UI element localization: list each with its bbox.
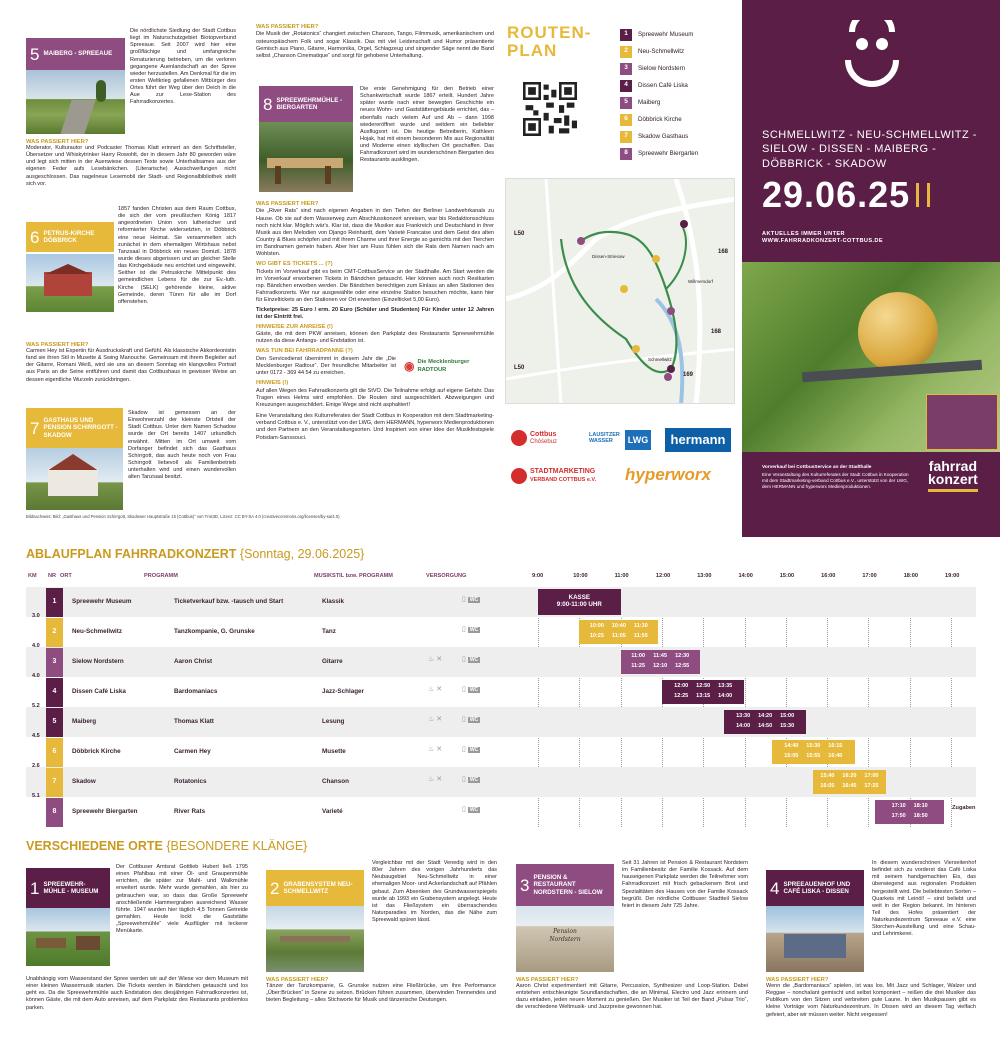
text-hinweis: Auf allen Wegen des Fahrradkonzerts gilt die StVO. Die Teilnahme erfolgt auf eigene Gefahr. Das Tragen eines Helms wird empfohlen. Die Routen sind ausgeschildert. Abzweigungen und Kreuzungen ausgeschildert. Einige Wege sind nicht asphaltiert!	[256, 387, 494, 408]
slot-start: 16:15	[828, 743, 843, 749]
legend-number: 5	[620, 97, 632, 109]
row-stil: Chanson	[322, 778, 349, 785]
smiley-logo-icon	[842, 20, 902, 90]
radtour-name: Die Mecklenburger RADTOUR	[417, 359, 470, 373]
wc-icon	[462, 716, 480, 725]
bottom-station-1-text: Der Cottbuser Amtsrat Gottlieb Hubert ließ 1795 einen Pfahlbau mit einer Öl- und Graupenmühle errichten, die später zur Mahl- und Walkmühle erweitert wurde. Mehr wurde gemahlen, als hier zu gebrauchen war, so dass das Große Spreewehr anschließende Hammergraben ausreichend Wasser führte. 1947 wurden hier täglich 4,5 Tonnen Getreide gemahlen. Heute lockt die Gaststätte „Spreewehrmühle“ viele Ausflügler mit leckerer Menükarte.	[116, 864, 248, 935]
wc-icon	[462, 686, 480, 695]
sponsor-hermann: hermann	[665, 428, 731, 452]
slot-end: 14:50	[758, 723, 773, 730]
legend-item	[620, 94, 735, 111]
time-tick: 14:00	[738, 573, 753, 579]
schedule-row	[26, 707, 976, 737]
slot-end: 13:15	[696, 693, 711, 700]
sponsor-lwg: LWG	[625, 430, 651, 450]
schedule-row	[26, 617, 976, 647]
slot-start: 12:50	[696, 683, 711, 689]
bottle-icon: ▯	[462, 806, 466, 813]
row-prog: Tanzkompanie, G. Grunske	[174, 628, 255, 635]
station-name: GASTHAUS UND PENSION SCHIRRGOTT - SKADOW	[43, 417, 118, 439]
bottom-station-4-label	[766, 870, 864, 906]
row-ort: Döbbrick Kirche	[72, 748, 121, 755]
bottom-station-2-what: Tänzer der Tanzkompanie, G. Grunske nutzen eine Fließbrücke, um ihre Performance „Über:Brücken“ in Szene zu setzen. Brücken führen zusammen, überwinden Trennendes und bieten Begleitung – alles Stichworte für Musik und tänzerische Deutungen.	[266, 983, 496, 1004]
km-value: 5.1	[32, 793, 40, 799]
row-ort: Spreewehr Biergarten	[72, 808, 138, 815]
wc-icon	[462, 626, 480, 635]
bottle-icon: ▯	[462, 656, 466, 663]
slot-start: 11:45	[653, 653, 668, 659]
station-5-label	[26, 38, 125, 70]
slot-start: 15:00	[780, 713, 795, 719]
slot-start: 10:00	[589, 623, 604, 629]
header-km: KM	[28, 573, 37, 579]
time-slot-bar	[579, 620, 658, 644]
legend-label: Spreewehr Museum	[638, 30, 694, 38]
food-icon: ♨ ✕	[428, 776, 443, 783]
station-6-label	[26, 222, 114, 252]
bottom-title	[26, 838, 307, 854]
presale-heading: Vorverkauf bei CottbusService an der Stadthalle	[762, 465, 872, 470]
time-slot-bar	[621, 650, 700, 674]
route-title-line2: PLAN	[507, 40, 558, 60]
schedule-row	[26, 587, 976, 617]
station-7-label	[26, 408, 123, 448]
slot-start: 10:40	[611, 623, 626, 629]
bike-icon: ◉	[404, 358, 415, 373]
legend-number: 8	[620, 148, 632, 160]
km-value: 4.0	[32, 673, 40, 679]
bottom-station-3-label	[516, 864, 614, 906]
sponsor-name: STADTMARKETING	[530, 468, 596, 476]
station-name: PETRUS-KIRCHE DÖBBRICK	[43, 229, 95, 244]
museum-photo	[26, 908, 110, 966]
toilet-icon: WC	[469, 657, 479, 663]
bottle-icon: ▯	[462, 716, 466, 723]
km-value: 4.5	[32, 733, 40, 739]
brand-line1: fahrrad	[928, 458, 978, 474]
legend-number: 2	[620, 46, 632, 58]
row-ort: Maiberg	[72, 718, 97, 725]
text-2: Die „River Rats“ sind nach eigenen Angaben in den Tiefen der Berliner Landwehrkanals zu Hause. Ob sie auf dem Wasserweg zum Abschlusskonzert anreisen, war bis Redaktionsschluss noch nicht klar. Möglich wär's. Klar ist, dass die Musiker aus Frankreich und Deutschland in ihrer Musik aus den Melodien von Django Reinhardt, dem Varieté Francaise und dem Geist des alten Country & Blues schöpfen und mit ihrem Charme und ihrer Energie so garnichts mit den Tierchen im Bandnamen gemein haben. Aber hier am Fluss fühlen sich die Rats dem Namen nach am Wohlsten.	[256, 208, 494, 258]
time-tick: 18:00	[903, 573, 918, 579]
legend-label: Neu-Schmellwitz	[638, 47, 685, 55]
station-name: GRABENSYSTEM NEU-SCHMELLWITZ	[283, 880, 353, 895]
slot-end: 12:55	[675, 663, 690, 670]
event-date	[762, 172, 930, 218]
road-label: 168	[711, 329, 722, 335]
legend-item	[620, 26, 735, 43]
heading-1: WAS PASSIERT HIER?	[256, 24, 319, 30]
header-programm: PROGRAMM	[144, 573, 178, 579]
row-prog: Thomas Klatt	[174, 718, 214, 725]
slot-end: 17:25	[864, 783, 879, 790]
slot-start: 13:35	[718, 683, 733, 689]
row-stil: Jazz-Schlager	[322, 688, 364, 695]
route-title	[507, 24, 591, 60]
radtour-logo	[404, 356, 484, 377]
brand-logo	[928, 460, 978, 492]
brand-line2: konzert	[928, 471, 978, 488]
legend-label: Sielow Nordstern	[638, 64, 686, 72]
schedule-title-text: ABLAUFPLAN FAHRRADKONZERT	[26, 547, 237, 561]
heading-tickets: WO GIBT ES TICKETS ... (?)	[256, 261, 333, 268]
row-number: 8	[46, 798, 63, 827]
slot-start: 17:10	[891, 803, 906, 809]
row-number: 6	[46, 738, 63, 767]
row-stil: Musette	[322, 748, 346, 755]
sponsor-name: Cottbus	[530, 431, 557, 438]
slot-start: 11:00	[631, 653, 646, 659]
legend-item	[620, 128, 735, 145]
sponsor-stadtmarketing	[511, 468, 596, 484]
heading-2: WAS PASSIERT HIER?	[256, 201, 319, 207]
website-link[interactable]: WWW.FAHRRADKONZERT-COTTBUS.DE	[762, 238, 883, 244]
bicycle-bell-photo	[742, 262, 1000, 452]
text-veranstaltung: Eine Veranstaltung des Kulturreferates der Stadt Cottbus in Kooperation mit dem Stadtmarketing-verband Cottbus e. V., unterstützt von der LWG, dem HERMANN, hyperworx Medienproduktionen und den Partnern an den Veranstaltungsorten. Und Inspiriert von einer Idee der Musikfestspiele Potsdam-Sanssouci.	[256, 413, 494, 441]
maiberg-photo	[26, 70, 125, 134]
wc-icon	[462, 776, 480, 785]
map-marker-5	[577, 237, 585, 245]
slot-end: 17:50	[891, 813, 906, 820]
toilet-icon: WC	[469, 597, 479, 603]
route-column	[505, 20, 737, 520]
bottom-station-4-text: In diesem wunderschönen Vierseitenhof befindet sich zu vorderst das Café Liska mit seinem handgemachten Eis, das überwiegend aus regionalen Produkten hergestellt wird. Die beliebtesten Sorten – Quarkeis mit Leinöl! – sind beliebt und weit in der Region bekannt. Im hinteren Teil des Hofes präsentiert der Naturkundezentrum Spreeaue e.V. eine Storchen-Ausstellung und eine Schau- und Lehrimkerei.	[872, 860, 976, 938]
slot-end: 14:00	[736, 723, 751, 730]
row-number: 5	[46, 708, 63, 737]
row-stil: Varieté	[322, 808, 343, 815]
legend-number: 3	[620, 63, 632, 75]
row-stil: Lesung	[322, 718, 345, 725]
wc-icon	[462, 596, 480, 605]
legend-label: Döbbrick Kirche	[638, 115, 682, 123]
wc-icon	[462, 806, 480, 815]
slot-end: 16:40	[828, 753, 843, 760]
row-number: 2	[46, 618, 63, 647]
station-7-text: Skadow ist gemessen an der Einwohnerzahl der kleinste Ortsteil der Stadt Cottbus. Unter dem Namen Schadow wurde der Ort bereits 1407 urkundlich erwähnt. Mitten im Ort umweit vom Dorfanger befindet sich das Gasthaus Schirrgott, das auch heute noch von Frau Schirrgott liebevoll als Familienbetrieb unterhalten wird und einen wundervollen alten Tanzsaal besitzt.	[128, 410, 236, 481]
legend-item	[620, 43, 735, 60]
row-prog: Aaron Christ	[174, 658, 213, 665]
row-prog: Carmen Hey	[174, 748, 211, 755]
food-icon: ♨ ✕	[428, 746, 443, 753]
schedule-subtitle: {Sonntag, 29.06.2025}	[239, 547, 365, 561]
towns-list: SCHMELLWITZ - NEU-SCHMELLWITZ - SIELOW - DISSEN - MAIBERG - DÖBBRICK - SKADOW	[762, 129, 977, 170]
bottom-station-3-what: Aaron Christ experimentiert mit Gitarre, Percussion, Synthesizer und Loop-Station. Dabei entstehen entschleunigte Soundlandschaften, die an Minimal, Electro und Jazz erinnern und dazu einladen, jeden neuen Moment zu genießen. Der Musiker ist Teil der Band „Pulsar Trio“, die verschiedene Weltmusik- und Jazzpreise gewonnen hat.	[516, 983, 748, 1011]
kasse-time: 9:00-11:00 UHR	[556, 601, 602, 609]
slot-start: 14:40	[784, 743, 799, 749]
route-map[interactable]	[505, 178, 735, 404]
bottom-station-2-label	[266, 870, 364, 906]
road-label: L50	[514, 231, 525, 237]
bottom-station-2-text: Vergleichbar mit der Stadt Venedig wird in den 80er Jahren des vorigen Jahrhunderts das Neubaugebiet Neu-Schmellwitz in einer ehemaligen Moor- und Ackerlandschaft auf Pfählen gebaut. Zum Absenken des Grundwasserspiegels wurde ab 1993 ein Grabensystem angelegt. Heute ist das Fließsystem ein überraschendes Naturparadies im Norden, das die Nähe zum Spreewald spüren lässt.	[372, 860, 497, 924]
row-prog: Rotatonics	[174, 778, 207, 785]
slot-end: 10:25	[589, 633, 604, 640]
brand-bar	[928, 489, 978, 492]
legend-item	[620, 111, 735, 128]
bottom-station-2-heading: WAS PASSIERT HIER?	[266, 977, 329, 983]
bottle-icon: ▯	[462, 596, 466, 603]
station-number: 6	[30, 227, 40, 247]
slot-end: 12:25	[674, 693, 689, 700]
slot-start: 14:20	[758, 713, 773, 719]
slot-start: 15:40	[820, 773, 835, 779]
food-icon: ♨ ✕	[428, 656, 443, 663]
map-marker-1	[667, 365, 675, 373]
route-legend	[620, 26, 735, 162]
road-label: 169	[683, 372, 694, 378]
text-1: Die Musik der „Rotatonics“ changiert zwischen Chanson, Tango, Filmmusik, amerikanischem und osteuropäischem Folk und sogar Klassik. Das mit viel Leidenschaft und Humor präsentierte Gemisch aus Piano, Gitarre, Harmonika, Orgel, Schlagzeug und singender Säge nennt die Band selbst „Chanson Cinematique“ und sorgt für gehobene Unterhaltung.	[256, 31, 494, 59]
photo-credit: Bildnachweis: Bild: „Gasthaus und Pension Schirrgott, Skadower Hauptstraße 15 (Cottbus)“ von Tnis3D, Lizenz: CC BY-SA 4.0 (creativecommons.org/licenses/by-sa/4.0)	[26, 514, 340, 519]
station-8-label	[259, 86, 353, 122]
row-stil: Klassik	[322, 598, 345, 605]
time-tick: 11:00	[614, 573, 629, 579]
slot-end: 15:05	[784, 753, 799, 760]
town-label: Willmersdorf	[688, 279, 714, 284]
kasse-label: KASSE	[568, 594, 590, 601]
station-6-what: Carmen Hey ist Expertin für Ausdruckskraft und Gefühl. Als klassische Akkordeonistin fand sie ihren Stil in Musette & Swing Manouche. Gemeinsam mit ihrem Begleiter auf der Gitarre, Romani Weiß, wird sie uns an diesem Sonntag ein klangvolles Portrait aus Paris an die Seine entführen und damit das Cottbushaus in gewisser Weise an dessen eigentliche Wurzeln zurückbringen.	[26, 348, 236, 383]
row-ort: Sielow Nordstern	[72, 658, 124, 665]
heading-hinweis: HINWEIS (!)	[256, 380, 289, 387]
station-5-heading: WAS PASSIERT HIER?	[26, 139, 89, 145]
map-marker-6	[620, 285, 628, 293]
heading-panne: WAS TUN BEI FAHRRADPANNE (?)	[256, 348, 353, 355]
slot-start: 17:00	[864, 773, 879, 779]
toilet-icon: WC	[469, 627, 479, 633]
biergarten-photo	[259, 122, 353, 192]
town-label: Schmellwitz	[648, 357, 672, 362]
station-5-text: Die nördlichste Siedlung der Stadt Cottbus liegt im Naturschutzgebiet Biotopverbund Spreeaue. Seit 2007 wird hier eine großflächige und umfangreiche Renaturierung betrieben, um die verloren gegangene Auenlandschaft an der Spree wieder herzustellen. Am Denkmal für die im ersten Weltkrieg gefallenen Mitbürger des Ortes führt der Weg über den Deich in die Aue zur Lese-Station des Fahrradkonzertes.	[130, 28, 236, 106]
map-marker-8	[664, 373, 672, 381]
date-text: 29.06.25	[762, 174, 911, 215]
legend-label: Skadow Gasthaus	[638, 132, 689, 140]
schedule-row	[26, 647, 976, 677]
station-6-heading: WAS PASSIERT HIER?	[26, 342, 89, 348]
km-value: 5.2	[32, 703, 40, 709]
row-stil: Tanz	[322, 628, 336, 635]
town-label: Dissen-Striesow	[592, 254, 625, 259]
slot-start: 13:30	[736, 713, 751, 719]
time-slot-bar	[662, 680, 745, 704]
legend-label: Maiberg	[638, 98, 661, 106]
row-prog: Bardomaniacs	[174, 688, 218, 695]
sponsor-lausitzer: LAUSITZER WASSER	[589, 432, 620, 445]
time-tick: 13:00	[697, 573, 712, 579]
station-name: PENSION & RESTAURANT NORDSTERN - SIELOW	[533, 874, 603, 896]
kasse-bar	[538, 589, 621, 615]
wc-icon	[462, 746, 480, 755]
toilet-icon: WC	[469, 687, 479, 693]
station-number: 3	[520, 875, 530, 895]
station-name: MAIBERG - SPREEAUE	[43, 50, 113, 58]
slot-end: 16:45	[842, 783, 857, 790]
toilet-icon: WC	[469, 717, 479, 723]
road-label: 168	[718, 249, 729, 255]
header-stil: MUSIKSTIL bzw. PROGRAMM	[314, 573, 393, 579]
slot-end: 11:05	[611, 633, 626, 640]
sponsor-sub: Chóśebuz	[530, 439, 558, 445]
legend-number: 6	[620, 114, 632, 126]
row-ort: Neu-Schmellwitz	[72, 628, 123, 635]
legend-item	[620, 77, 735, 94]
legend-number: 4	[620, 80, 632, 92]
column-2	[256, 24, 494, 514]
qr-code[interactable]	[523, 82, 577, 136]
slot-end: 18:50	[913, 813, 928, 820]
km-value: 2.6	[32, 763, 40, 769]
header-vers: VERSORGUNG	[426, 573, 467, 579]
time-slot-bar	[875, 800, 944, 824]
row-ort: Spreewehr Museum	[72, 598, 132, 605]
slot-end: 11:25	[631, 663, 646, 670]
header-nr: NR	[48, 573, 57, 579]
slot-end: 14:00	[718, 693, 733, 700]
liska-photo	[766, 906, 864, 972]
legend-item	[620, 145, 735, 162]
date-bars-icon	[916, 183, 930, 207]
row-prog: River Rats	[174, 808, 206, 815]
legend-number: 7	[620, 131, 632, 143]
station-number: 8	[263, 94, 273, 114]
info-label: AKTUELLES IMMER UNTER	[762, 231, 845, 237]
sponsor-hyperworx: hyperworx	[625, 465, 711, 484]
bottom-station-1-label	[26, 868, 110, 908]
station-name: SPREEWEHRMÜHLE - BIERGARTEN	[276, 96, 343, 111]
toilet-icon: WC	[469, 777, 479, 783]
road-label: L50	[514, 365, 525, 371]
presale-note: Eine Veranstaltung des Kulturreferates der Stadt Cottbus in Kooperation mit dem Stadtmarketing-verband Cottbus e.V., unterstützt von der LWG, dem HERMANN und hyperworx Medienproduktionen.	[762, 472, 909, 489]
bottle-icon: ▯	[462, 746, 466, 753]
km-value: 3.0	[32, 613, 40, 619]
schedule-title	[26, 546, 364, 562]
bottom-station-1-what: Unabhängig vom Wasserstand der Spree werden wir auf der Wiese vor dem Museum mit einer kleinen Wassermusik starten. Die Tickets werden in Bändchen getauscht und los geht es. Da die Spreewehrmühle auch Endstation des diesjährigen Fahrradkonzertes ist, können Gäste, die mit dem Auto anreisen, auf dem Parkplatz des Restaurants problemlos parken.	[26, 976, 248, 1011]
text-tickets: Tickets im Vorverkauf gibt es beim CMT-CottbusService an der Stadthalle. Am Start werden die im Vorverkauf erworbenen Tickets in Bändchen getauscht. Hier können auch noch Restkarten rsp. Bändchen erworben werden. Die Bändchen berechtigen zum Einlass an allen Stationen des Fahrradkonzerts. Wer nur ausgewählte oder eine einzelne Station besuchen möchte, kann hier für Einzeltickets an den Stationen vor Ort erwerben (Einzelticket 5,00 Euro).	[256, 268, 494, 304]
sponsor-sub: VERBAND COTTBUS e.V.	[530, 477, 597, 483]
row-ort: Skadow	[72, 778, 96, 785]
schedule-row	[26, 797, 976, 827]
info-block	[256, 198, 494, 442]
row-number: 7	[46, 768, 63, 797]
map-svg	[506, 179, 735, 404]
slot-start: 12:00	[674, 683, 689, 689]
legend-number: 1	[620, 29, 632, 41]
graben-photo	[266, 906, 364, 972]
bottle-icon: ▯	[462, 626, 466, 633]
food-icon: ♨ ✕	[428, 686, 443, 693]
time-slot-bar	[772, 740, 855, 764]
station-name: SPREEWEHR-MÜHLE - MUSEUM	[43, 880, 99, 895]
text-anreise: Gäste, die mit dem PKW anreisen, können den Parkplatz des Restaurants Spreewehrmühle nutzen da diese Anfangs- und Endstation ist.	[256, 331, 494, 345]
header-ort: ORT	[60, 573, 72, 579]
time-tick: 17:00	[862, 573, 877, 579]
stadtmarketing-logo-icon	[511, 468, 527, 484]
gasthaus-photo	[26, 448, 123, 510]
bottle-icon: ▯	[462, 776, 466, 783]
bottom-station-3-heading: WAS PASSIERT HIER?	[516, 977, 579, 983]
slot-start: 15:30	[806, 743, 821, 749]
station-number: 1	[30, 878, 40, 898]
map-marker-4	[680, 220, 688, 228]
time-slot-bar	[724, 710, 807, 734]
route-title-line1: ROUTEN-	[507, 23, 592, 42]
heading-anreise: HINWEISE ZUR ANREISE (!)	[256, 323, 333, 330]
station-number: 5	[30, 44, 40, 64]
nordstern-photo	[516, 906, 614, 972]
toilet-icon: WC	[469, 747, 479, 753]
time-tick: 12:00	[655, 573, 671, 579]
legend-label: Spreewehr Biergarten	[638, 149, 699, 157]
map-marker-2	[652, 255, 660, 263]
row-stil: Gitarre	[322, 658, 343, 665]
wc-icon	[462, 656, 480, 665]
row-number: 3	[46, 648, 63, 677]
slot-end: 15:30	[780, 723, 795, 730]
station-6-text: 1857 fanden Christen aus dem Raum Cottbus, die sich der vom preußischen König 1817 angeordneten Union von lutherischer und reformierter Kirche widersetzten, in Döbbrick eine neue Heimat. Sie versammelten sich zunächst in dem ehemaligen Wirtshaus nebst Tanzsaal in Döbbrick ein neues Domizil. 1878 wurde dieses abgerissen und an gleicher Stelle das Kirchgebäude neu errichtet und eingeweiht. Seither ist die Petruskirche Mittelpunkt des gemeindlichen Lebens für die zur Ev.-luth. Kirche (SELK) gehörende kleine, aktive Gemeinde, deren Türen für alle im Dorf offenstehen.	[118, 206, 236, 305]
sponsor-cottbus	[511, 430, 557, 446]
text-panne: Den Servicedienst übernimmt in diesem Jahr die „Die Mecklenburger Radtour“. Der freundliche Mitarbeiter ist unter 0172 - 369 44 54 zu erreichen.	[256, 355, 396, 377]
time-tick: 15:00	[779, 573, 795, 579]
row-prog: Ticketverkauf bzw. -tausch und Start	[174, 598, 284, 605]
legend-item	[620, 60, 735, 77]
time-tick: 9:00	[532, 573, 544, 579]
row-number: 1	[46, 588, 63, 617]
time-tick: 10:00	[573, 573, 588, 579]
slot-end: 15:55	[806, 753, 821, 760]
time-tick: 16:00	[821, 573, 836, 579]
slot-end: 11:55	[633, 633, 648, 640]
bottom-station-4-what: Wenn die „Bardomaniacs“ spielen, ist was los. Mit Jazz und Schlager, Walzer und Reggae – nonchalant gemischt und selbst komponiert – reißen die drei Musiker das Publikum von den Sitzen und verbreiten gute Laune. In den Musikpausen gibt es kleine Vorträge vom Naturkundezentrum. In Dissen wird an diesem Tag vielfach gefeiert, aber wir müssen weiter. Nicht vergessen!	[766, 983, 976, 1018]
slot-start: 12:30	[675, 653, 690, 659]
toilet-icon: WC	[469, 807, 479, 813]
bottle-icon: ▯	[462, 686, 466, 693]
row-number: 4	[46, 678, 63, 707]
station-number: 7	[30, 418, 40, 438]
bottom-subtitle: {BESONDERE KLÄNGE}	[166, 839, 308, 853]
station-8-text: Die erste Genehmigung für den Betrieb einer Schankwirtschaft wurde 1867 erteilt. Hundert Jahre später wurde nach einer bewegten Geschichte ein neues Wohn- und Gaststättengebäude errichtet, das – ebenfalls nach vielem Auf und Ab – dann 1998 wiedereröffnet wurde und seitdem ein beliebter Ausflugsort ist. Die heutige Betreiberin, Kathleen Hojak, hat mit einem besonderen Mix aus Regionalität und Moderne einen idyllischen Ort geschaffen. Das Fahrradkonzert wird im wunderschönen Biergarten des Restaurants ausklingen.	[360, 86, 494, 164]
bottom-title-text: VERSCHIEDENE ORTE	[26, 839, 163, 853]
station-number: 4	[770, 878, 780, 898]
ticket-prices: Ticketpreise: 25 Euro / erm. 20 Euro (Schüler und Studenten) Für Kinder unter 12 Jahren ist der Eintritt frei.	[256, 306, 494, 320]
map-marker-7	[632, 345, 640, 353]
bottom-station-3-text: Seit 31 Jahren ist Pension & Restaurant Nordstern im Familienbesitz der Familie Kossack. Auf dem hauseigenen Parkplatz werden die Teilnehmer vom Fahrradkonzert mit frisch gebackenem Brot und Spezialitäten des Hauses von der Familie Kossack begrüßt. Der nördliche Cottbuser Stadtteil Sielow feiert in diesem Jahr 725 Jahre.	[622, 860, 748, 909]
slot-end: 12:10	[653, 663, 668, 670]
slot-start: 11:30	[633, 623, 648, 629]
church-photo	[26, 254, 114, 312]
bottom-station-4-heading: WAS PASSIERT HIER?	[766, 977, 829, 983]
time-slot-bar	[813, 770, 885, 794]
slot-start: 18:10	[913, 803, 928, 809]
zugaben-label: Zugaben	[952, 805, 976, 811]
cottbus-logo-icon	[511, 430, 527, 446]
schedule-row	[26, 677, 976, 707]
station-5-what: Moderator, Kulturautor und Podcaster Thomas Klatt erinnert an den Schriftsteller, Übersetzer und Whiskytrinker Harry Rowohlt, der in diesem Jahr 80 geworden wäre und legt sich mitten in der Auenwiese dessen Texte sowie Unterhaltsames aus der eigenen Feder aufs Lesebänkchen. (Literarische) Ausschweifungen nicht ausgeschlossen. Das nagelneue Lesemobil der Stadt- und Regionalbibliothek stellt sich vor.	[26, 145, 236, 187]
row-ort: Dissen Café Liska	[72, 688, 126, 695]
food-icon: ♨ ✕	[428, 716, 443, 723]
station-name: SPREEAUENHOF UND CAFÉ LISKA - DISSEN	[783, 880, 851, 895]
cover-panel	[742, 0, 1000, 537]
km-value: 4.0	[32, 643, 40, 649]
map-marker-3	[667, 307, 675, 315]
legend-label: Dissen Café Liska	[638, 81, 688, 89]
pension-sign: Pension Nordstern	[549, 928, 581, 943]
slot-start: 16:20	[842, 773, 857, 779]
station-number: 2	[270, 878, 280, 898]
slot-end: 16:05	[820, 783, 835, 790]
time-tick: 19:00	[945, 573, 960, 579]
